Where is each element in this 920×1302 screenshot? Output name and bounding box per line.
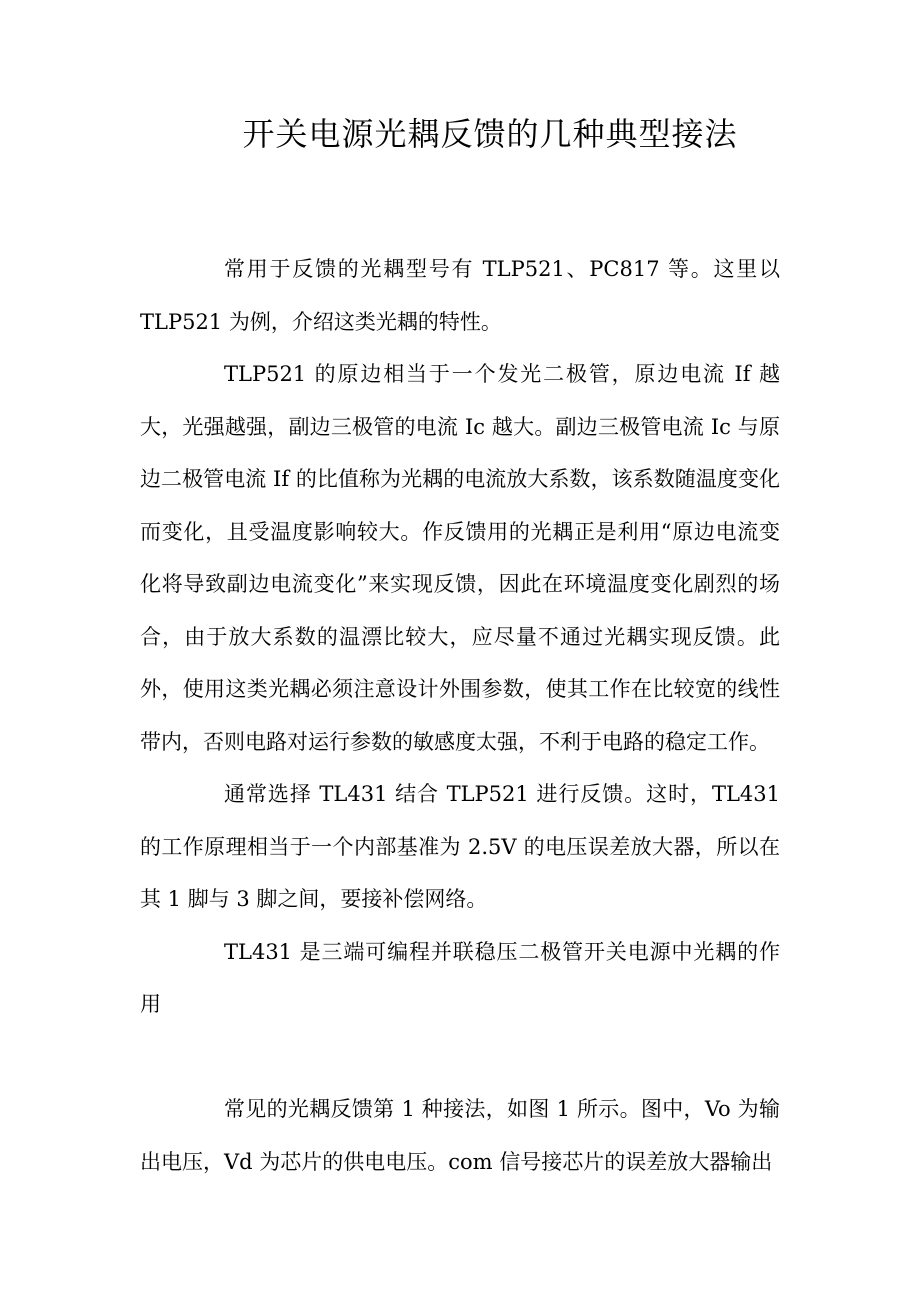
document-body [140, 243, 780, 1188]
document-title: 开关电源光耦反馈的几种典型接法 [242, 115, 738, 153]
paragraph-optocoupler-models: 常用于反馈的光耦型号有 TLP521、PC817 等。这里以 TLP521 为例，介绍这类光耦的特性。 [140, 257, 780, 334]
paragraph-spacer [140, 1031, 780, 1084]
paragraph-tlp521-characteristics: TLP521 的原边相当于一个发光二极管，原边电流 If 越大，光强越强，副边三极管的电流 Ic 越大。副边三极管电流 Ic 与原边二极管电流 If 的比值称为光耦的电流放大系数，该系数随温度变化而变化，且受温度影响较大。作反馈用的光耦正是利用“原边电流变化将导致副边电流变化”来实现反馈，因此在环境温度变化剧烈的场合，由于放大系数的温漂比较大，应尽量不通过光耦实现反馈。此外，使用这类光耦必须注意设计外围参数，使其工作在比较宽的线性带内，否则电路对运行参数的敏感度太强，不利于电路的稳定工作。 [140, 362, 780, 754]
paragraph-connection-method-1: 常见的光耦反馈第 1 种接法，如图 1 所示。图中，Vo 为输出电压，Vd 为芯片的供电电压。com 信号接芯片的误差放大器输出 [140, 1097, 780, 1174]
paragraph-tl431-description: TL431 是三端可编程并联稳压二极管开关电源中光耦的作用 [140, 939, 780, 1016]
paragraph-tl431-feedback: 通常选择 TL431 结合 TLP521 进行反馈。这时，TL431 的工作原理相当于一个内部基准为 2.5V 的电压误差放大器，所以在其 1 脚与 3 脚之间，要接补偿网络。 [140, 782, 780, 911]
